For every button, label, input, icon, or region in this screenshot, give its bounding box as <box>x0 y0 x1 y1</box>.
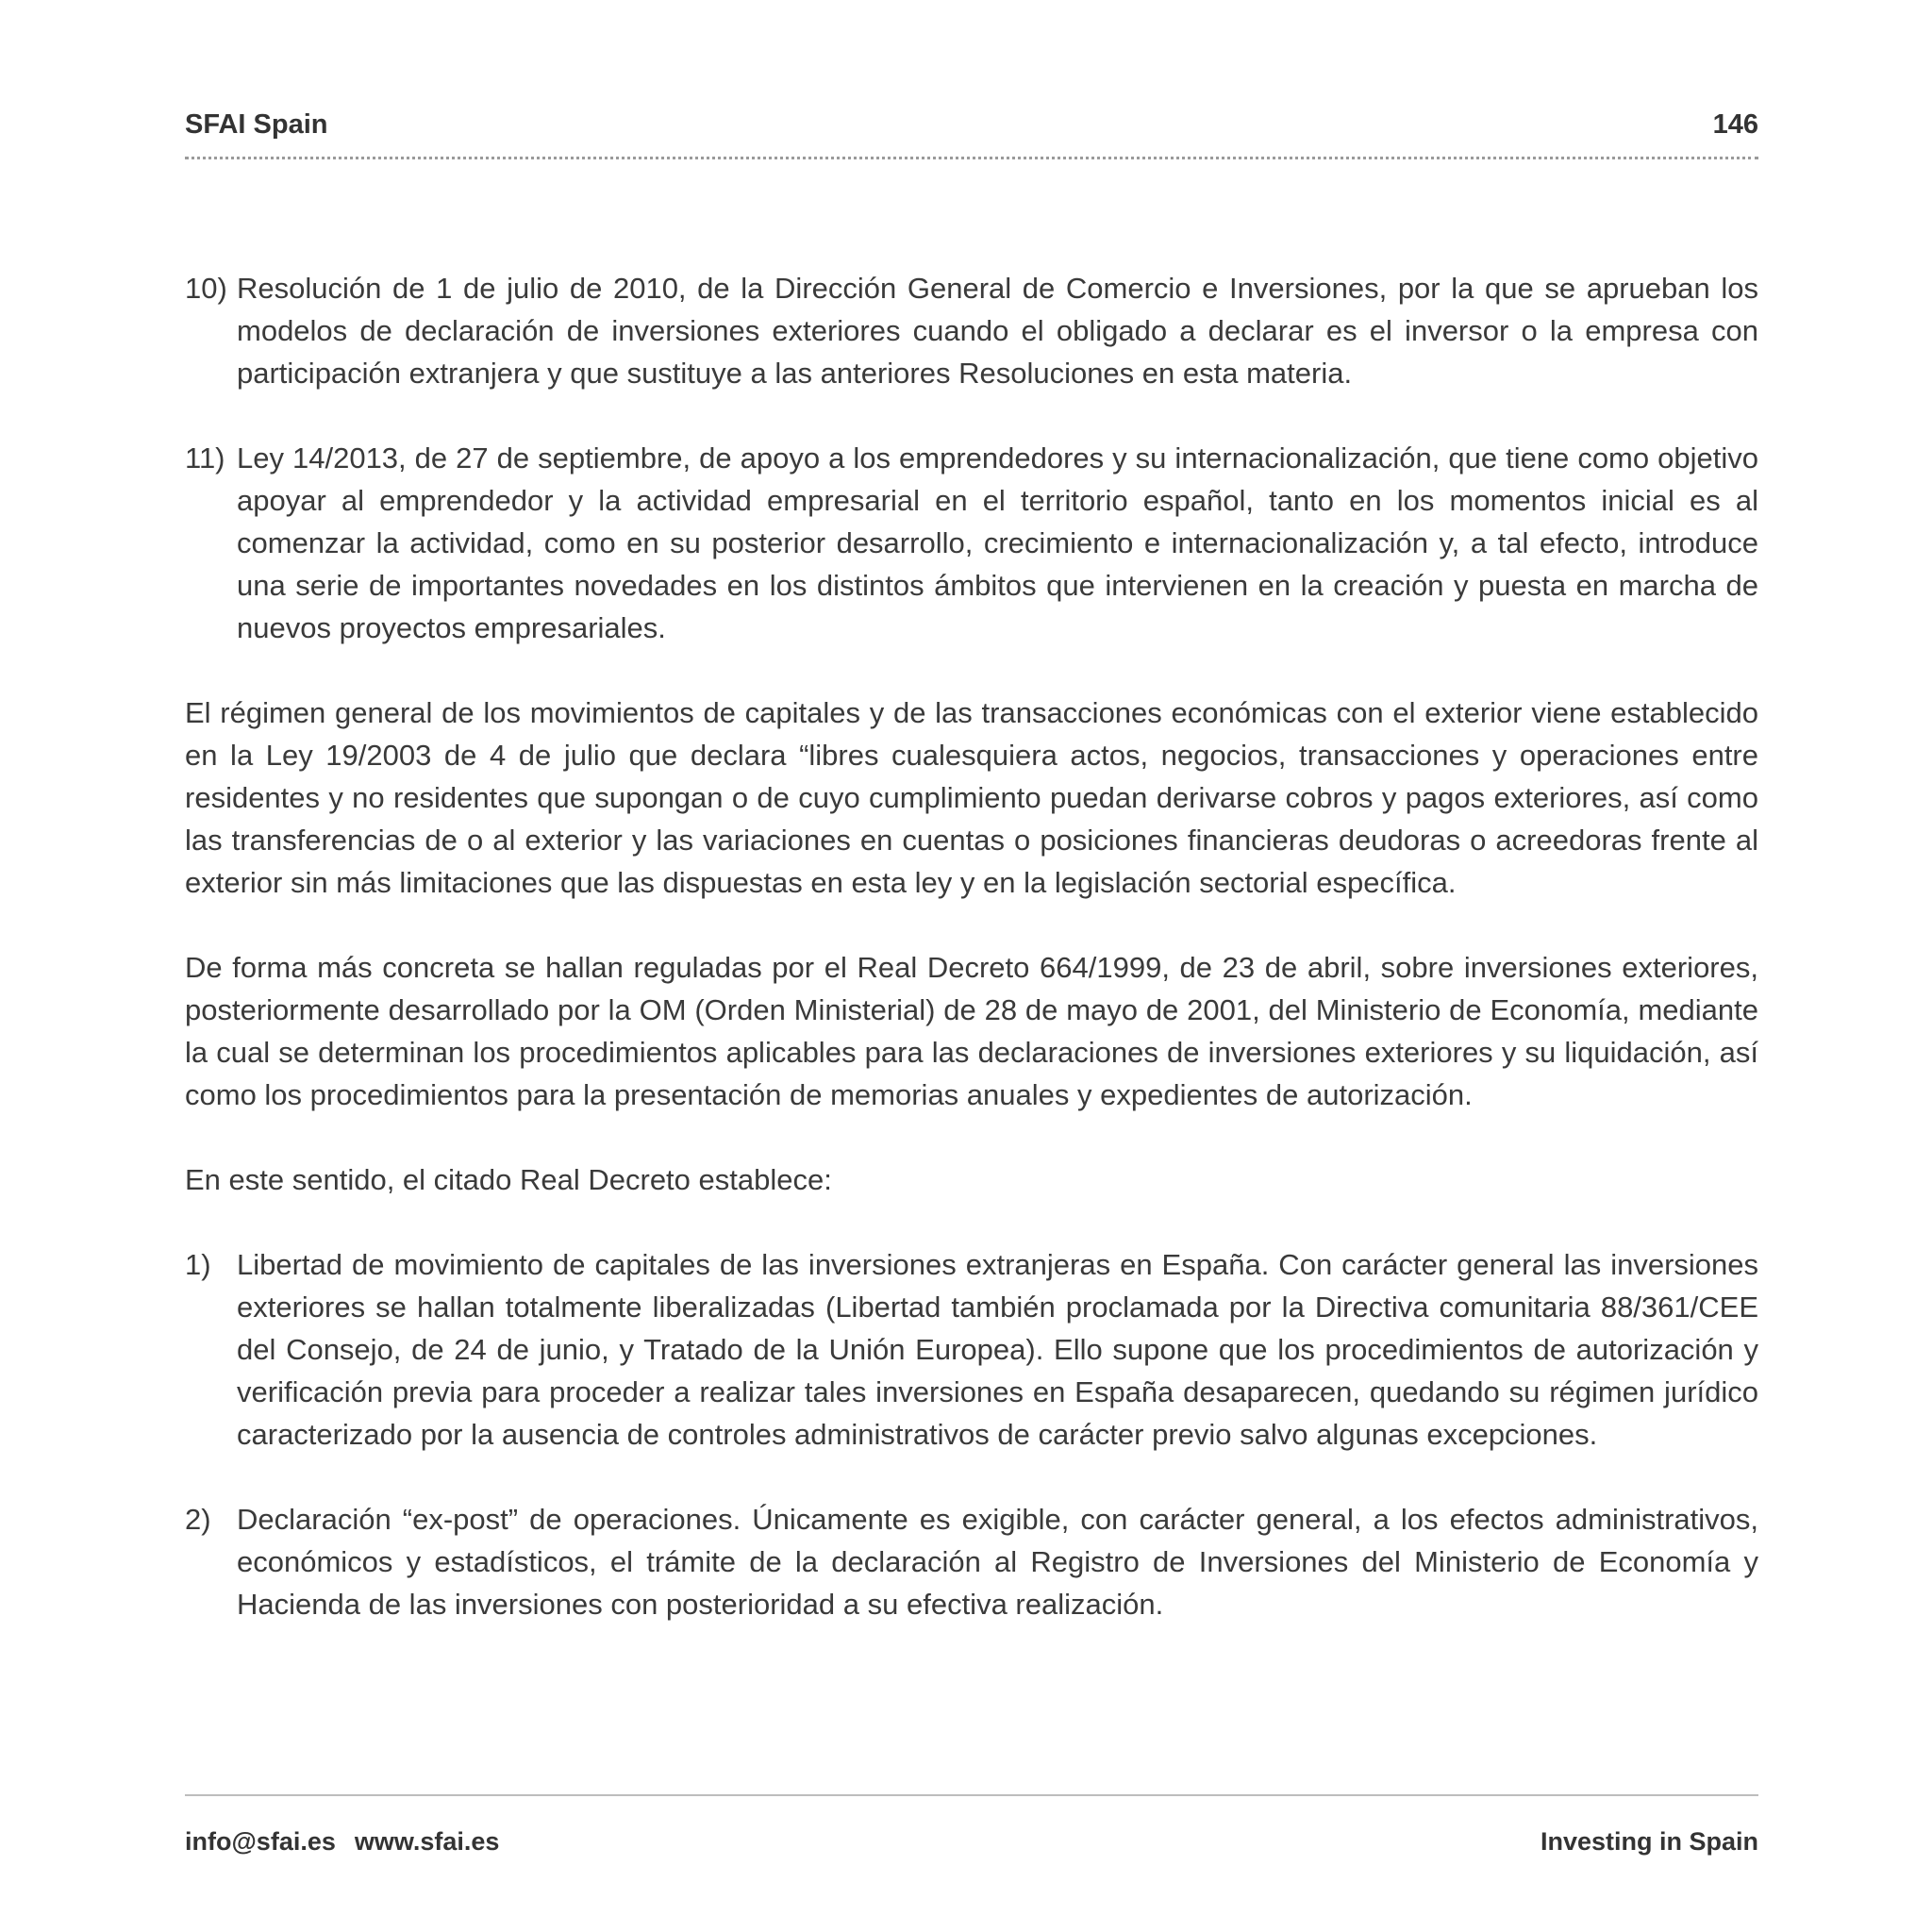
body-paragraph: En este sentido, el citado Real Decreto establece: <box>185 1163 832 1196</box>
list-item-text: Resolución de 1 de julio de 2010, de la Dirección General de Comercio e Inversiones, por la que se aprueban los modelos de declaración de inversiones exteriores cuando el obligado a declarar es el inversor o la empresa con participación extranjera y que sustituye a las anteriores Resoluciones en esta materia. <box>237 272 1758 390</box>
list-item <box>185 1243 1758 1456</box>
list-item <box>185 1498 1758 1625</box>
list-item-number: 2) <box>185 1503 211 1536</box>
list-item-text: Ley 14/2013, de 27 de septiembre, de apoyo a los emprendedores y su internacionalización, que tiene como objetivo apoyar al emprendedor y la actividad empresarial en el territorio español, tanto en los momentos inicial es al comenzar la actividad, como en su posterior desarrollo, crecimiento e internacionalización y, a tal efecto, introduce una serie de importantes novedades en los distintos ámbitos que intervienen en la creación y puesta en marcha de nuevos proyectos empresariales. <box>237 441 1758 644</box>
footer-contact <box>185 1823 499 1860</box>
footer-title: Investing in Spain <box>1540 1827 1758 1856</box>
header-divider <box>185 157 1758 159</box>
body-paragraph: De forma más concreta se hallan reguladas por el Real Decreto 664/1999, de 23 de abril, sobre inversiones exteriores, posteriormente desarrollado por la OM (Orden Ministerial) de 28 de mayo de 2001, del Ministerio de Economía, mediante la cual se determinan los procedimientos aplicables para las declaraciones de inversiones exteriores y su liquidación, así como los procedimientos para la presentación de memorias anuales y expedientes de autorización. <box>185 951 1758 1111</box>
header-title: SFAI Spain <box>185 109 328 140</box>
body-paragraph: El régimen general de los movimientos de capitales y de las transacciones económicas con el exterior viene establecido en la Ley 19/2003 de 4 de julio que declara “libres cualesquiera actos, negocios, transacciones y operaciones entre residentes y no residentes que supongan o de cuyo cumplimiento puedan derivarse cobros y pagos exteriores, así como las transferencias de o al exterior y las variaciones en cuentas o posiciones financieras deudoras o acreedoras frente al exterior sin más limitaciones que las dispuestas en esta ley y en la legislación sectorial específica. <box>185 696 1758 899</box>
list-item-text: Libertad de movimiento de capitales de las inversiones extranjeras en España. Con carácter general las inversiones exteriores se hallan totalmente liberalizadas (Libertad también proclamada por la Directiva comunitaria 88/361/CEE del Consejo, de 24 de junio, y Tratado de la Unión Europea). Ello supone que los procedimientos de autorización y verificación previa para proceder a realizar tales inversiones en España desaparecen, quedando su régimen jurídico caracterizado por la ausencia de controles administrativos de carácter previo salvo algunas excepciones. <box>237 1248 1758 1451</box>
list-item-number: 10) <box>185 272 227 305</box>
footer-email[interactable]: info@sfai.es <box>185 1827 336 1856</box>
main-content <box>185 267 1758 1668</box>
page-header <box>185 106 1758 143</box>
page-number: 146 <box>1712 109 1758 140</box>
list-item-number: 11) <box>185 441 225 475</box>
list-item-text: Declaración “ex-post” de operaciones. Únicamente es exigible, con carácter general, a los efectos administrativos, económicos y estadísticos, el trámite de la declaración al Registro de Inversiones del Ministerio de Economía y Hacienda de las inversiones con posterioridad a su efectiva realización. <box>237 1503 1758 1621</box>
footer-divider <box>185 1794 1758 1796</box>
list-item <box>185 267 1758 394</box>
list-item-number: 1) <box>185 1248 211 1281</box>
list-item <box>185 437 1758 649</box>
footer-website[interactable]: www.sfai.es <box>354 1827 500 1856</box>
